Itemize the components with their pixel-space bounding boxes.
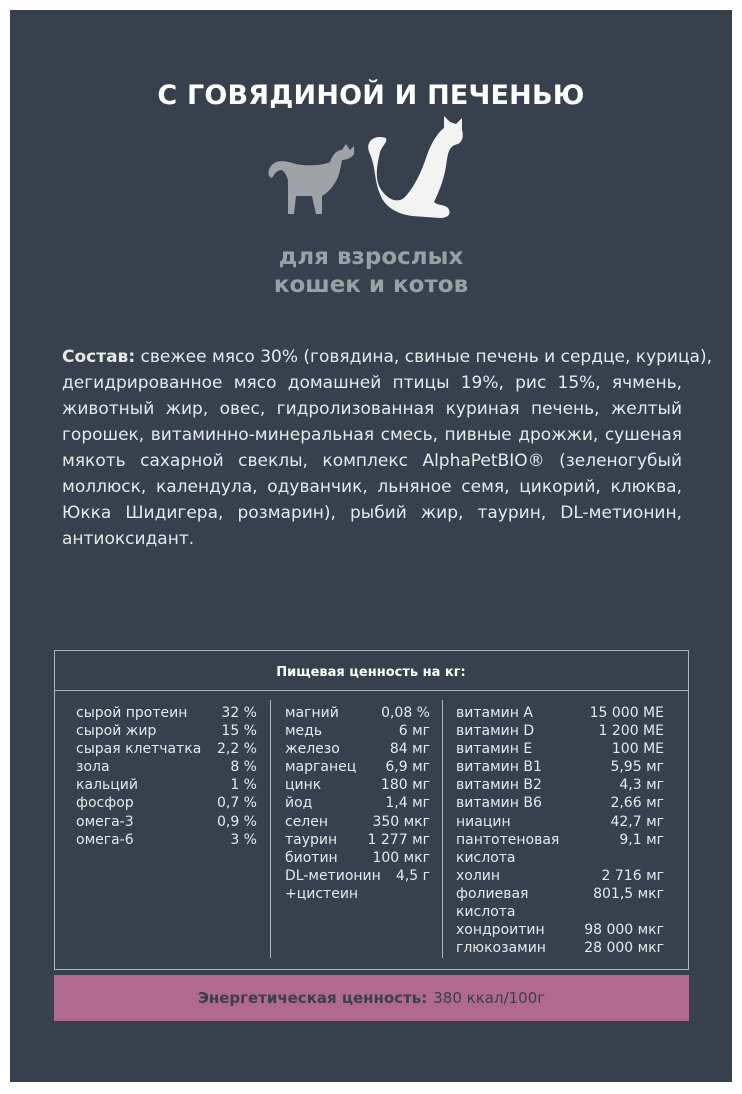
nutrient-name: кислота	[456, 904, 516, 921]
nutrient-value: 28 000 мкг	[584, 940, 664, 957]
nutrient-name: йод	[285, 795, 313, 812]
nutrient-row	[456, 794, 664, 812]
nutrient-name: кислота	[456, 849, 516, 866]
nutrient-value: 1 200 МЕ	[598, 723, 664, 740]
nutrient-value: 2,2 %	[216, 741, 257, 758]
nutrition-column-basic	[76, 704, 257, 849]
nutrient-name: глюкозамин	[456, 940, 546, 957]
nutrient-value: 32 %	[221, 705, 257, 721]
nutrient-value: 2,66 мг	[610, 795, 664, 812]
nutrient-value: 9,1 мг	[619, 831, 664, 848]
column-divider	[442, 700, 443, 958]
nutrient-value: 3 %	[230, 831, 257, 848]
nutrient-row	[76, 794, 257, 812]
nutrient-name: +цистеин	[285, 885, 359, 902]
energy-value-bar	[54, 975, 689, 1021]
energy-value: 380 ккал/100г	[433, 989, 546, 1007]
nutrient-row	[285, 831, 430, 849]
nutrition-divider	[54, 690, 689, 691]
nutrient-value: 100 МЕ	[611, 741, 664, 758]
nutrient-name: фосфор	[76, 795, 134, 812]
nutrient-value: 15 000 МЕ	[589, 705, 664, 721]
nutrient-row	[456, 849, 664, 867]
nutrient-row	[76, 740, 257, 758]
composition-line: Юкка Шидигера, розмарин), рыбий жир, таурин, DL-метионин,	[62, 503, 682, 523]
nutrient-row	[76, 831, 257, 849]
product-title: С ГОВЯДИНОЙ И ПЕЧЕНЬЮ	[157, 80, 585, 111]
nutrient-value: 0,7 %	[216, 795, 257, 812]
composition-line: Состав: свежее мясо 30% (говядина, свиные печень и сердце, курица),	[62, 347, 712, 367]
nutrient-row	[456, 903, 664, 921]
nutrient-name: ниацин	[456, 813, 511, 830]
cat-icon	[368, 116, 463, 218]
nutrient-name: таурин	[285, 831, 338, 848]
nutrition-title: Пищевая ценность на кг:	[276, 665, 466, 680]
nutrient-row	[285, 704, 430, 722]
nutrient-name: биотин	[285, 849, 338, 866]
nutrient-row	[76, 704, 257, 722]
composition-line: мякоть сахарной свеклы, комплекс AlphaPetBIO® (зеленогубый	[62, 451, 682, 471]
nutrient-name: DL-метионин	[285, 867, 381, 884]
nutrition-column-vitamins	[456, 704, 664, 957]
nutrient-value: 2 716 мг	[601, 867, 664, 884]
nutrient-name: селен	[285, 813, 329, 830]
nutrient-row	[76, 776, 257, 794]
composition-label: Состав:	[62, 347, 136, 367]
nutrient-name: витамин В6	[456, 795, 542, 812]
nutrient-value: 4,5 г	[395, 867, 430, 884]
nutrient-name: холин	[456, 867, 501, 884]
nutrient-row	[285, 722, 430, 740]
nutrient-row	[285, 740, 430, 758]
nutrient-name: пантотеновая	[456, 831, 560, 848]
composition-line: моллюск, календула, одуванчик, льняное семя, цикорий, клюква,	[62, 477, 682, 497]
nutrient-name: фолиевая	[456, 885, 529, 902]
composition-line: дегидрированное мясо домашней птицы 19%, рис 15%, ячмень,	[62, 373, 682, 393]
nutrient-value: 801,5 мкг	[593, 885, 664, 902]
nutrient-row	[456, 776, 664, 794]
target-audience	[0, 243, 742, 299]
nutrient-value: 98 000 мкг	[584, 922, 664, 939]
composition-line: животный жир, овес, гидролизованная куриная печень, желтый	[62, 399, 682, 419]
nutrient-name: витамин А	[456, 705, 533, 721]
nutrient-row	[285, 885, 430, 903]
nutrient-value: 0,9 %	[216, 813, 257, 830]
nutrient-row	[456, 921, 664, 939]
nutrient-name: медь	[285, 723, 323, 740]
nutrient-value: 100 мкг	[372, 849, 430, 866]
energy-label: Энергетическая ценность:	[197, 989, 428, 1007]
nutrient-name: сырой протеин	[76, 705, 188, 721]
nutrient-row	[456, 704, 664, 722]
nutrient-row	[285, 813, 430, 831]
nutrient-value: 1,4 мг	[385, 795, 430, 812]
nutrient-row	[456, 867, 664, 885]
nutrient-name: зола	[76, 759, 110, 776]
nutrient-name: сырой жир	[76, 723, 157, 740]
column-divider	[270, 700, 271, 958]
subtitle-line-1: для взрослых	[278, 244, 464, 270]
nutrient-row	[76, 813, 257, 831]
nutrient-row	[285, 867, 430, 885]
nutrient-name: витамин В2	[456, 777, 542, 794]
nutrient-name: кальций	[76, 777, 138, 794]
nutrient-row	[456, 722, 664, 740]
nutrient-row	[456, 758, 664, 776]
nutrient-value: 5,95 мг	[610, 759, 664, 776]
composition-text	[62, 344, 712, 552]
nutrient-row	[76, 722, 257, 740]
cats-illustration	[262, 110, 482, 230]
nutrient-row	[456, 740, 664, 758]
nutrient-value: 180 мг	[380, 777, 430, 794]
nutrient-value: 6,9 мг	[385, 759, 430, 776]
nutrient-row	[285, 849, 430, 867]
nutrient-name: омега-6	[76, 831, 134, 848]
nutrient-name: марганец	[285, 759, 357, 776]
nutrient-name: хондроитин	[456, 922, 545, 939]
nutrient-value: 15 %	[221, 723, 257, 740]
nutrient-row	[76, 758, 257, 776]
composition-line: горошек, витаминно-минеральная смесь, пивные дрожжи, сушеная	[62, 425, 682, 445]
nutrient-name: витамин Е	[456, 741, 533, 758]
nutrient-name: омега-3	[76, 813, 134, 830]
nutrient-row	[456, 939, 664, 957]
nutrient-value: 4,3 мг	[619, 777, 664, 794]
nutrient-row	[285, 758, 430, 776]
nutrition-column-minerals	[285, 704, 430, 903]
nutrient-value: 84 мг	[389, 741, 430, 758]
nutrient-name: магний	[285, 705, 339, 721]
nutrient-name: витамин В1	[456, 759, 542, 776]
nutrient-row	[456, 885, 664, 903]
nutrient-value: 6 мг	[398, 723, 430, 740]
nutrient-row	[285, 794, 430, 812]
nutrient-row	[456, 831, 664, 849]
nutrient-value: 0,08 %	[381, 705, 430, 721]
nutrient-value: 8 %	[230, 759, 257, 776]
subtitle-line-2: кошек и котов	[273, 272, 469, 298]
nutrient-value: 1 %	[230, 777, 257, 794]
nutrient-name: сырая клетчатка	[76, 741, 202, 758]
nutrient-row	[456, 813, 664, 831]
nutrient-value: 1 277 мг	[367, 831, 430, 848]
nutrient-value: 350 мкг	[372, 813, 430, 830]
nutrient-name: витамин D	[456, 723, 535, 740]
composition-line: антиоксидант.	[62, 529, 195, 549]
nutrient-value: 42,7 мг	[610, 813, 664, 830]
kitten-icon	[269, 144, 354, 214]
nutrient-name: железо	[285, 741, 340, 758]
nutrient-row	[285, 776, 430, 794]
nutrient-name: цинк	[285, 777, 322, 794]
